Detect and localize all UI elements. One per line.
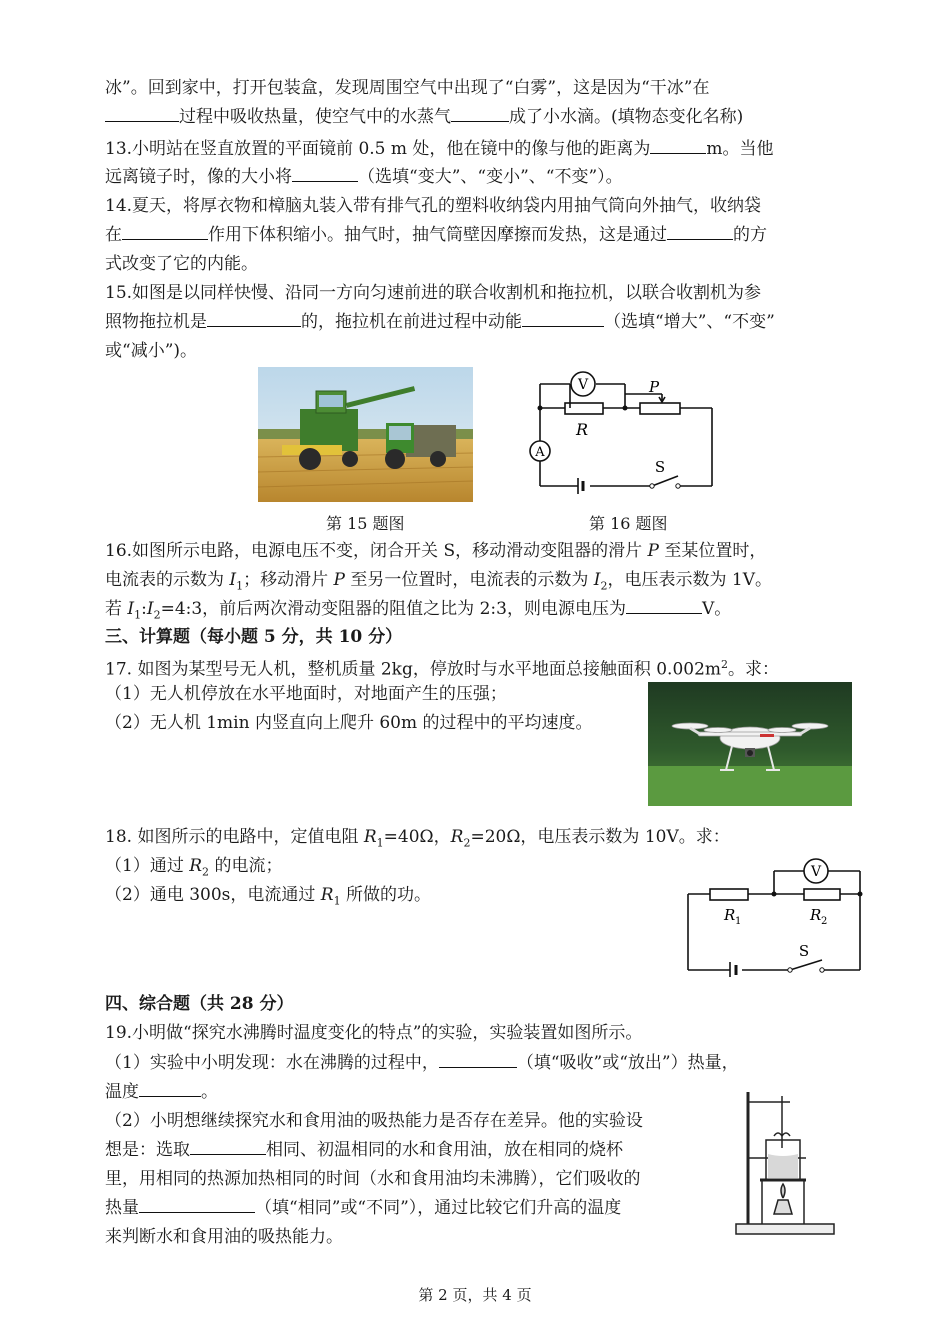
answer-blank[interactable] <box>626 599 702 614</box>
q16-line-1: 16.如图所示电路，电源电压不变，闭合开关 S，移动滑动变阻器的滑片 P 至某位置时， <box>105 541 767 561</box>
svg-text:A: A <box>535 445 545 460</box>
fig18-circuit-diagram <box>680 852 865 977</box>
q17-part-1: （1）无人机停放在水平地面时，对地面产生的压强； <box>105 684 507 704</box>
answer-blank[interactable] <box>439 1053 517 1068</box>
q19-part-2-line-1: （2）小明想继续探究水和食用油的吸热能力是否存在差异。他的实验设 <box>105 1111 643 1131</box>
answer-blank[interactable] <box>122 225 208 240</box>
svg-text:S: S <box>654 458 666 476</box>
q19-part-2-line-3: 里，用相同的热源加热相同的时间（水和食用油均未沸腾），它们吸收的 <box>105 1169 641 1189</box>
q18-line-1: 18. 如图所示的电路中，定值电阻 $R_1=40\Omega$，$R_2=20\Omega$，电压表示数为 10V。求： <box>105 827 730 850</box>
answer-blank[interactable] <box>451 107 509 122</box>
q15-line-3: 或“减小”)。 <box>105 341 198 361</box>
q13-line-1: 13.小明站在竖直放置的平面镜前 0.5 m 处，他在镜中的像与他的距离为 m。当他 <box>105 139 774 159</box>
answer-blank[interactable] <box>292 167 358 182</box>
svg-text:V: V <box>577 377 589 393</box>
svg-text:R: R <box>810 906 822 924</box>
answer-blank[interactable] <box>139 1198 255 1213</box>
answer-blank[interactable] <box>139 1082 201 1097</box>
answer-blank[interactable] <box>190 1140 266 1155</box>
q12-line-1: 冰”。回到家中，打开包装盒，发现周围空气中出现了“白雾”，这是因为“干冰”在 <box>105 78 710 98</box>
q19-part-2-line-2: 想是：选取 相同、初温相同的水和食用油，放在相同的烧杯 <box>105 1140 623 1160</box>
q19-part-1-line-1: （1）实验中小明发现：水在沸腾的过程中， （填“吸收”或“放出”）热量， <box>105 1053 739 1073</box>
answer-blank[interactable] <box>207 312 301 327</box>
svg-text:P: P <box>648 378 660 396</box>
q19-part-1-line-2: 温度 。 <box>105 1082 218 1102</box>
answer-blank[interactable] <box>522 312 604 327</box>
fig15-caption: 第 15 题图 <box>326 514 405 533</box>
svg-text:2: 2 <box>821 916 828 927</box>
svg-text:S: S <box>798 942 810 960</box>
q15-line-1: 15.如图是以同样快慢、沿同一方向匀速前进的联合收割机和拖拉机，以联合收割机为参 <box>105 283 762 303</box>
q14-line-2: 在 作用下体积缩小。抽气时，抽气筒壁因摩擦而发热，这是通过 的方 <box>105 225 767 245</box>
svg-text:R: R <box>724 906 736 924</box>
fig16-caption: 第 16 题图 <box>589 514 668 533</box>
q15-line-2: 照物拖拉机是 的，拖拉机在前进过程中动能 （选填“增大”、“不变” <box>105 312 775 332</box>
q13-line-2: 远离镜子时，像的大小将 （选填“变大”、“变小”、“不变”）。 <box>105 167 623 187</box>
section-3-heading: 三、计算题（每小题 5 分，共 10 分） <box>105 627 403 647</box>
q19-part-2-line-4: 热量 （填“相同”或“不同”），通过比较它们升高的温度 <box>105 1198 622 1218</box>
q18-part-2: （2）通电 300s，电流通过 $R_1$ 所做的功。 <box>105 885 432 908</box>
drone-photo <box>648 682 852 806</box>
boiling-apparatus-diagram <box>730 1088 840 1240</box>
section-4-heading: 四、综合题（共 28 分） <box>105 994 294 1014</box>
q19-part-2-line-5: 来判断水和食用油的吸热能力。 <box>105 1227 343 1247</box>
q14-line-1: 14.夏天，将厚衣物和樟脑丸装入带有排气孔的塑料收纳袋内用抽气筒向外抽气，收纳袋 <box>105 196 762 216</box>
svg-text:R: R <box>575 420 589 439</box>
q18-part-1: （1）通过 $R_2$ 的电流； <box>105 856 283 879</box>
q12-line-2: 过程中吸收热量，使空气中的水蒸气 成了小水滴。(填物态变化名称) <box>105 107 743 127</box>
page-footer: 第 2 页，共 4 页 <box>418 1286 532 1304</box>
fig16-circuit-diagram <box>520 370 720 500</box>
q17-line-1: 17. 如图为某型号无人机，整机质量 2kg，停放时与水平地面总接触面积 $0.002m^2$。求： <box>105 658 780 680</box>
svg-text:1: 1 <box>735 916 742 927</box>
q16-line-2: 电流表的示数为 $I_1$；移动滑片 P 至另一位置时，电流表的示数为 $I_2$，电压表示数为 1V。 <box>105 570 773 593</box>
answer-blank[interactable] <box>667 225 733 240</box>
q16-line-3: 若 $I_1:I_2=4:3$，前后两次滑动变阻器的阻值之比为 2:3，则电源电压为 V。 <box>105 599 732 622</box>
harvester-tractor-photo <box>258 367 473 502</box>
answer-blank[interactable] <box>650 139 706 154</box>
answer-blank[interactable] <box>105 107 179 122</box>
q19-line-1: 19.小明做“探究水沸腾时温度变化的特点”的实验，实验装置如图所示。 <box>105 1023 643 1043</box>
q14-line-3: 式改变了它的内能。 <box>105 254 258 274</box>
svg-text:V: V <box>810 864 822 880</box>
q17-part-2: （2）无人机 1min 内竖直向上爬升 60m 的过程中的平均速度。 <box>105 713 593 733</box>
